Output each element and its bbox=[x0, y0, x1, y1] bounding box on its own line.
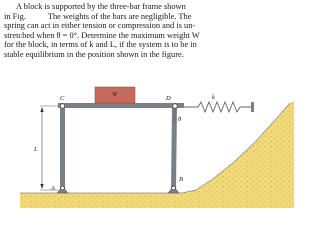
bar-cd bbox=[58, 103, 184, 108]
label-c: C bbox=[60, 95, 65, 102]
label-k: k bbox=[212, 94, 215, 101]
problem-line-3: spring can act in either tension or compression and is un- bbox=[4, 21, 196, 31]
support-a bbox=[57, 186, 68, 193]
pin-c bbox=[60, 104, 64, 108]
label-theta: θ bbox=[178, 116, 182, 123]
support-b bbox=[168, 186, 179, 193]
bar-bd bbox=[171, 106, 177, 190]
block-label: W bbox=[112, 91, 118, 98]
spring-coil bbox=[198, 102, 240, 112]
label-l: L bbox=[34, 146, 38, 153]
label-b: B bbox=[179, 176, 183, 183]
bar-ac bbox=[60, 106, 65, 190]
label-d: D bbox=[166, 95, 171, 102]
dimension-l bbox=[40, 106, 58, 190]
problem-line-4: stretched when θ = 0°. Determine the maximum weight W bbox=[4, 30, 200, 40]
spring-wall-mount bbox=[251, 102, 254, 112]
spring bbox=[183, 102, 254, 112]
problem-line-1: A block is supported by the three-bar frame shown bbox=[16, 2, 186, 11]
problem-line-5: for the block, in terms of k and L, if the system is to be in bbox=[4, 40, 197, 50]
pin-d bbox=[173, 104, 177, 108]
problem-line-6: stable equilibrium in the position shown in the figure. bbox=[4, 49, 184, 59]
problem-line-2: in Fig. The weights of the bars are negligible. The bbox=[4, 11, 192, 21]
label-a: A bbox=[51, 185, 55, 192]
